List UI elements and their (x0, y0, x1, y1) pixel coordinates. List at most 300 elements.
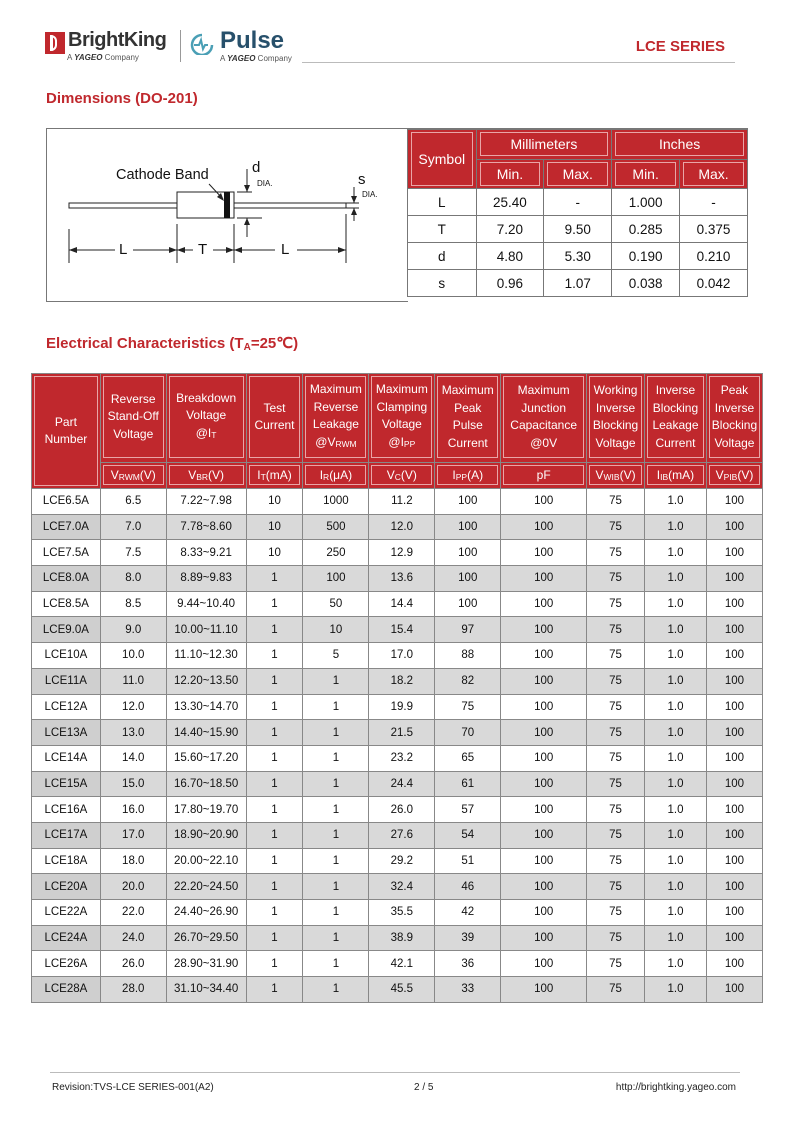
table-cell: 1 (246, 797, 303, 823)
table-cell: 1 (303, 797, 369, 823)
brightking-name: BrightKing (68, 29, 167, 51)
unit-suffix: (V) (400, 467, 417, 482)
column-header-text: Voltage (186, 408, 227, 423)
dim-value-cell: 1.000 (612, 189, 680, 216)
website-link[interactable]: http://brightking.yageo.com (615, 1082, 736, 1093)
dim-value-cell: 0.375 (680, 216, 748, 243)
unit-suffix: (mA) (668, 467, 695, 482)
column-header-line (45, 431, 88, 449)
table-cell: 100 (706, 591, 762, 617)
table-cell: 1 (246, 745, 303, 771)
table-cell: 1 (246, 951, 303, 977)
table-cell: 1.0 (645, 951, 707, 977)
table-cell: 500 (303, 514, 369, 540)
unit-header (303, 462, 369, 488)
table-cell: 1 (303, 822, 369, 848)
column-header-line (108, 426, 159, 444)
table-cell: 24.0 (100, 925, 166, 951)
column-header-line (442, 400, 494, 418)
dim-value-cell: 9.50 (544, 216, 612, 243)
table-cell: 1 (246, 925, 303, 951)
unit-header (369, 462, 435, 488)
unit-suffix: (A) (467, 467, 484, 482)
table-row (32, 514, 763, 540)
table-cell: 100 (501, 925, 587, 951)
column-header-line (510, 382, 577, 400)
unit-header (246, 462, 303, 488)
dim-symbol-cell: L (408, 189, 477, 216)
column-header-text: Reverse (110, 391, 156, 406)
table-cell: 17.0 (369, 643, 435, 669)
table-cell: 1.0 (645, 694, 707, 720)
tagline-yageo: YAGEO (227, 54, 256, 63)
column-header-text: Maximum (441, 383, 494, 397)
dim-value-cell: 7.20 (476, 216, 544, 243)
dim-value-cell: 5.30 (544, 243, 612, 270)
table-cell: 46 (435, 874, 501, 900)
table-cell: 1.0 (645, 745, 707, 771)
column-header-text: Voltage (714, 435, 755, 450)
table-cell: 26.70~29.50 (166, 925, 246, 951)
column-header-text: Inverse (714, 400, 755, 415)
table-cell: 29.2 (369, 848, 435, 874)
page-number: 2 / 5 (414, 1082, 434, 1093)
column-header (369, 374, 435, 463)
column-header-line (176, 425, 236, 445)
column-header-text: Junction (521, 400, 566, 415)
table-cell: 1.0 (645, 514, 707, 540)
dimensions-table (407, 129, 748, 297)
pulse-name: Pulse (220, 27, 285, 54)
column-header-line (712, 382, 757, 400)
part-number-cell: LCE18A (32, 848, 101, 874)
table-cell: 1 (246, 617, 303, 643)
table-cell: 100 (501, 900, 587, 926)
column-header-line (376, 416, 428, 434)
table-cell: 75 (587, 874, 645, 900)
in-header (612, 130, 748, 160)
part-number-cell: LCE7.5A (32, 540, 101, 566)
mm-min-header (476, 159, 544, 189)
table-cell: 1.0 (645, 591, 707, 617)
dim-value-cell: 0.285 (612, 216, 680, 243)
table-cell: 1.0 (645, 874, 707, 900)
unit-symbol: V (110, 467, 119, 482)
table-row (32, 566, 763, 592)
table-cell: 97 (435, 617, 501, 643)
table-cell: 1 (246, 822, 303, 848)
electrical-title (46, 334, 298, 353)
table-cell: 1.0 (645, 566, 707, 592)
column-header-lines (45, 414, 88, 449)
table-cell: 13.0 (100, 720, 166, 746)
table-cell: 100 (501, 489, 587, 515)
column-header-line (442, 417, 494, 435)
s-dia-label: DIA. (362, 190, 378, 199)
table-cell: 42 (435, 900, 501, 926)
table-cell: 8.33~9.21 (166, 540, 246, 566)
column-header (166, 374, 246, 463)
table-row (32, 797, 763, 823)
column-header-box (647, 376, 704, 458)
table-cell: 6.5 (100, 489, 166, 515)
part-number-cell: LCE6.5A (32, 489, 101, 515)
table-cell: 100 (706, 925, 762, 951)
unit-symbol: I (257, 467, 261, 482)
table-cell: 21.5 (369, 720, 435, 746)
unit-suffix: (mA) (265, 467, 292, 482)
s-label: s (358, 171, 366, 188)
pulse-tagline (220, 54, 292, 63)
table-row (32, 668, 763, 694)
unit-header (166, 462, 246, 488)
table-cell: 100 (501, 745, 587, 771)
electrical-title-main: Electrical Characteristics (T (46, 335, 244, 352)
unit-subscript: PIB (723, 471, 738, 482)
table-row (32, 489, 763, 515)
unit-header (501, 462, 587, 488)
max-label: Max. (683, 162, 744, 186)
dim-value-cell: 0.210 (680, 243, 748, 270)
column-header-line (176, 407, 236, 425)
table-cell: 14.0 (100, 745, 166, 771)
column-header-text: Voltage (595, 435, 636, 450)
table-cell: 100 (435, 540, 501, 566)
table-cell: 1.0 (645, 643, 707, 669)
table-row (32, 745, 763, 771)
series-title: LCE SERIES (635, 38, 725, 55)
unit-suffix: (V) (139, 467, 156, 482)
column-header-box (371, 376, 432, 458)
column-header-text: @V (315, 434, 336, 449)
column-header-line (652, 435, 698, 453)
column-header-box (589, 376, 642, 458)
brightking-logo-mark (45, 32, 65, 54)
column-header-line (712, 400, 757, 418)
unit-symbol: V (188, 467, 197, 482)
table-cell: 75 (587, 771, 645, 797)
column-header-line (712, 435, 757, 453)
column-header-line (310, 381, 362, 399)
table-cell: 100 (706, 745, 762, 771)
table-cell: 7.0 (100, 514, 166, 540)
table-row (32, 822, 763, 848)
column-header-line (510, 435, 577, 453)
table-cell: 11.10~12.30 (166, 643, 246, 669)
table-cell: 75 (587, 617, 645, 643)
table-cell: 1 (246, 668, 303, 694)
table-cell: 31.10~34.40 (166, 977, 246, 1003)
table-cell: 18.0 (100, 848, 166, 874)
table-cell: 100 (435, 591, 501, 617)
table-row (32, 617, 763, 643)
table-cell: 22.0 (100, 900, 166, 926)
table-cell: 75 (587, 822, 645, 848)
part-number-cell: LCE8.0A (32, 566, 101, 592)
column-header-line (310, 434, 362, 454)
electrical-title-end: =25℃) (250, 335, 299, 352)
column-header-lines (510, 382, 577, 452)
table-cell: 10.0 (100, 643, 166, 669)
table-cell: 100 (501, 720, 587, 746)
in-min-header (612, 159, 680, 189)
column-header-text: Maximum (517, 383, 570, 397)
table-row (32, 951, 763, 977)
unit-header-box (371, 465, 432, 485)
table-cell: 1.0 (645, 720, 707, 746)
table-cell: 100 (501, 694, 587, 720)
table-cell: 1 (303, 771, 369, 797)
table-cell: 10 (246, 540, 303, 566)
column-header-box (503, 376, 584, 458)
column-header-box (103, 376, 164, 458)
table-cell: 1 (246, 694, 303, 720)
column-header-line (376, 399, 428, 417)
table-cell: 100 (501, 771, 587, 797)
table-cell: 54 (435, 822, 501, 848)
column-header (246, 374, 303, 463)
column-header-line (108, 408, 159, 426)
column-header-line (45, 414, 88, 432)
table-cell: 1 (246, 874, 303, 900)
part-number-cell: LCE9.0A (32, 617, 101, 643)
table-cell: 7.78~8.60 (166, 514, 246, 540)
table-cell: 100 (501, 848, 587, 874)
column-header-text: Current (447, 435, 488, 450)
table-cell: 61 (435, 771, 501, 797)
column-header-text: Current (254, 418, 295, 432)
table-cell: 100 (706, 900, 762, 926)
table-cell: 17.80~19.70 (166, 797, 246, 823)
table-cell: 1.0 (645, 925, 707, 951)
table-row (32, 977, 763, 1003)
column-header-line (310, 399, 362, 417)
column-header-text: Clamping (376, 399, 428, 414)
column-header-line (108, 391, 159, 409)
unit-header-box (647, 465, 704, 485)
table-cell: 100 (435, 566, 501, 592)
dim-value-cell: 0.190 (612, 243, 680, 270)
table-cell: 33 (435, 977, 501, 1003)
table-cell: 16.70~18.50 (166, 771, 246, 797)
table-row (32, 848, 763, 874)
table-cell: 1 (303, 668, 369, 694)
table-cell: 88 (435, 643, 501, 669)
column-header (645, 374, 707, 463)
table-cell: 12.9 (369, 540, 435, 566)
column-header-text: Current (655, 435, 696, 450)
column-header-text: Leakage (652, 418, 699, 432)
table-cell: 100 (501, 514, 587, 540)
column-header-line (712, 417, 757, 435)
electrical-table (31, 373, 763, 1003)
mm-header-label: Millimeters (480, 132, 609, 156)
part-number-cell: LCE11A (32, 668, 101, 694)
table-cell: 100 (435, 514, 501, 540)
unit-subscript: RWM (118, 471, 140, 482)
column-header-box (169, 376, 244, 458)
column-header-line (652, 382, 698, 400)
table-cell: 1.0 (645, 977, 707, 1003)
table-cell: 100 (706, 668, 762, 694)
table-row (32, 720, 763, 746)
table-cell: 13.6 (369, 566, 435, 592)
table-cell: 51 (435, 848, 501, 874)
table-cell: 82 (435, 668, 501, 694)
table-cell: 100 (706, 617, 762, 643)
table-cell: 100 (706, 694, 762, 720)
part-number-cell: LCE22A (32, 900, 101, 926)
table-cell: 70 (435, 720, 501, 746)
table-cell: 22.20~24.50 (166, 874, 246, 900)
column-header (501, 374, 587, 463)
column-header-line (310, 416, 362, 434)
column-header-lines (376, 381, 428, 453)
unit-header-box (503, 465, 584, 485)
column-header-text: Blocking (711, 418, 758, 432)
column-header (587, 374, 645, 463)
table-cell: 100 (501, 566, 587, 592)
page-header (45, 28, 735, 64)
dim-value-cell: 25.40 (476, 189, 544, 216)
unit-header-box (305, 465, 366, 485)
dim-value-cell: 0.042 (680, 270, 748, 297)
table-cell: 1.0 (645, 668, 707, 694)
part-number-cell: LCE8.5A (32, 591, 101, 617)
unit-header (645, 462, 707, 488)
table-cell: 75 (587, 566, 645, 592)
table-cell: 100 (706, 514, 762, 540)
table-cell: 100 (501, 540, 587, 566)
table-cell: 1 (303, 694, 369, 720)
table-cell: 13.30~14.70 (166, 694, 246, 720)
table-row (32, 771, 763, 797)
tagline-suffix: Company (102, 53, 139, 62)
l-left-label: L (119, 241, 128, 258)
column-header-line (254, 400, 294, 418)
table-cell: 14.4 (369, 591, 435, 617)
d-label: d (252, 159, 261, 176)
column-header-line (652, 400, 698, 418)
column-header-line (176, 390, 236, 408)
table-cell: 28.90~31.90 (166, 951, 246, 977)
column-header-text: @0V (530, 435, 558, 450)
t-label: T (198, 241, 208, 258)
table-cell: 1 (303, 720, 369, 746)
table-cell: 8.89~9.83 (166, 566, 246, 592)
unit-symbol: pF (536, 467, 551, 482)
column-header-box (34, 376, 98, 486)
table-cell: 19.9 (369, 694, 435, 720)
table-cell: 100 (706, 951, 762, 977)
table-cell: 1.0 (645, 900, 707, 926)
table-cell: 100 (303, 566, 369, 592)
units-row (32, 462, 763, 488)
table-row (32, 925, 763, 951)
table-cell: 100 (501, 591, 587, 617)
unit-suffix: (μA) (329, 467, 353, 482)
column-header-box (305, 376, 366, 458)
package-outline-drawing (47, 129, 408, 301)
tagline-yageo: YAGEO (74, 53, 103, 62)
table-cell: 1 (303, 900, 369, 926)
table-row (32, 900, 763, 926)
column-header (100, 374, 166, 463)
table-cell: 10.00~11.10 (166, 617, 246, 643)
column-header-lines (254, 400, 294, 435)
dim-row (408, 270, 748, 297)
table-cell: 57 (435, 797, 501, 823)
dimensions-block (46, 128, 748, 301)
table-cell: 100 (501, 617, 587, 643)
part-number-cell: LCE17A (32, 822, 101, 848)
table-cell: 14.40~15.90 (166, 720, 246, 746)
table-cell: 36 (435, 951, 501, 977)
column-header-lines (712, 382, 757, 452)
part-number-cell: LCE13A (32, 720, 101, 746)
unit-header-box (709, 465, 760, 485)
table-cell: 65 (435, 745, 501, 771)
table-cell: 35.5 (369, 900, 435, 926)
column-header-text: @I (388, 434, 404, 449)
dim-symbol-cell: s (408, 270, 477, 297)
table-cell: 12.0 (100, 694, 166, 720)
column-header (706, 374, 762, 463)
unit-header-box (437, 465, 498, 485)
column-header-text: Voltage (381, 417, 422, 431)
table-cell: 1.0 (645, 489, 707, 515)
table-cell: 27.6 (369, 822, 435, 848)
table-cell: 100 (706, 977, 762, 1003)
column-header-line (593, 382, 638, 400)
table-cell: 50 (303, 591, 369, 617)
package-drawing (46, 129, 408, 302)
table-cell: 8.5 (100, 591, 166, 617)
symbol-header (408, 130, 477, 189)
part-number-cell: LCE7.0A (32, 514, 101, 540)
table-cell: 1 (303, 848, 369, 874)
footer-rule (50, 1072, 740, 1073)
column-header-line (593, 417, 638, 435)
unit-header (435, 462, 501, 488)
table-row (32, 643, 763, 669)
column-header-text: Voltage (113, 426, 154, 441)
table-cell: 100 (706, 643, 762, 669)
table-cell: 26.0 (369, 797, 435, 823)
column-header-lines (593, 382, 638, 452)
table-cell: 26.0 (100, 951, 166, 977)
tagline-prefix: A (220, 54, 228, 63)
part-number-cell: LCE28A (32, 977, 101, 1003)
table-cell: 75 (587, 643, 645, 669)
table-cell: 1 (246, 720, 303, 746)
table-cell: 38.9 (369, 925, 435, 951)
table-cell: 100 (501, 822, 587, 848)
unit-subscript: WIB (603, 471, 620, 482)
unit-header-box (249, 465, 301, 485)
table-cell: 1.0 (645, 822, 707, 848)
column-header-line (442, 435, 494, 453)
table-cell: 1 (246, 771, 303, 797)
table-cell: 100 (706, 797, 762, 823)
column-header-line (510, 417, 577, 435)
column-header-text: Peak (720, 383, 749, 397)
table-cell: 18.90~20.90 (166, 822, 246, 848)
column-header-text: Part (54, 414, 77, 429)
column-header-text: Reverse (313, 399, 359, 414)
table-cell: 1 (246, 848, 303, 874)
column-header-line (254, 417, 294, 435)
